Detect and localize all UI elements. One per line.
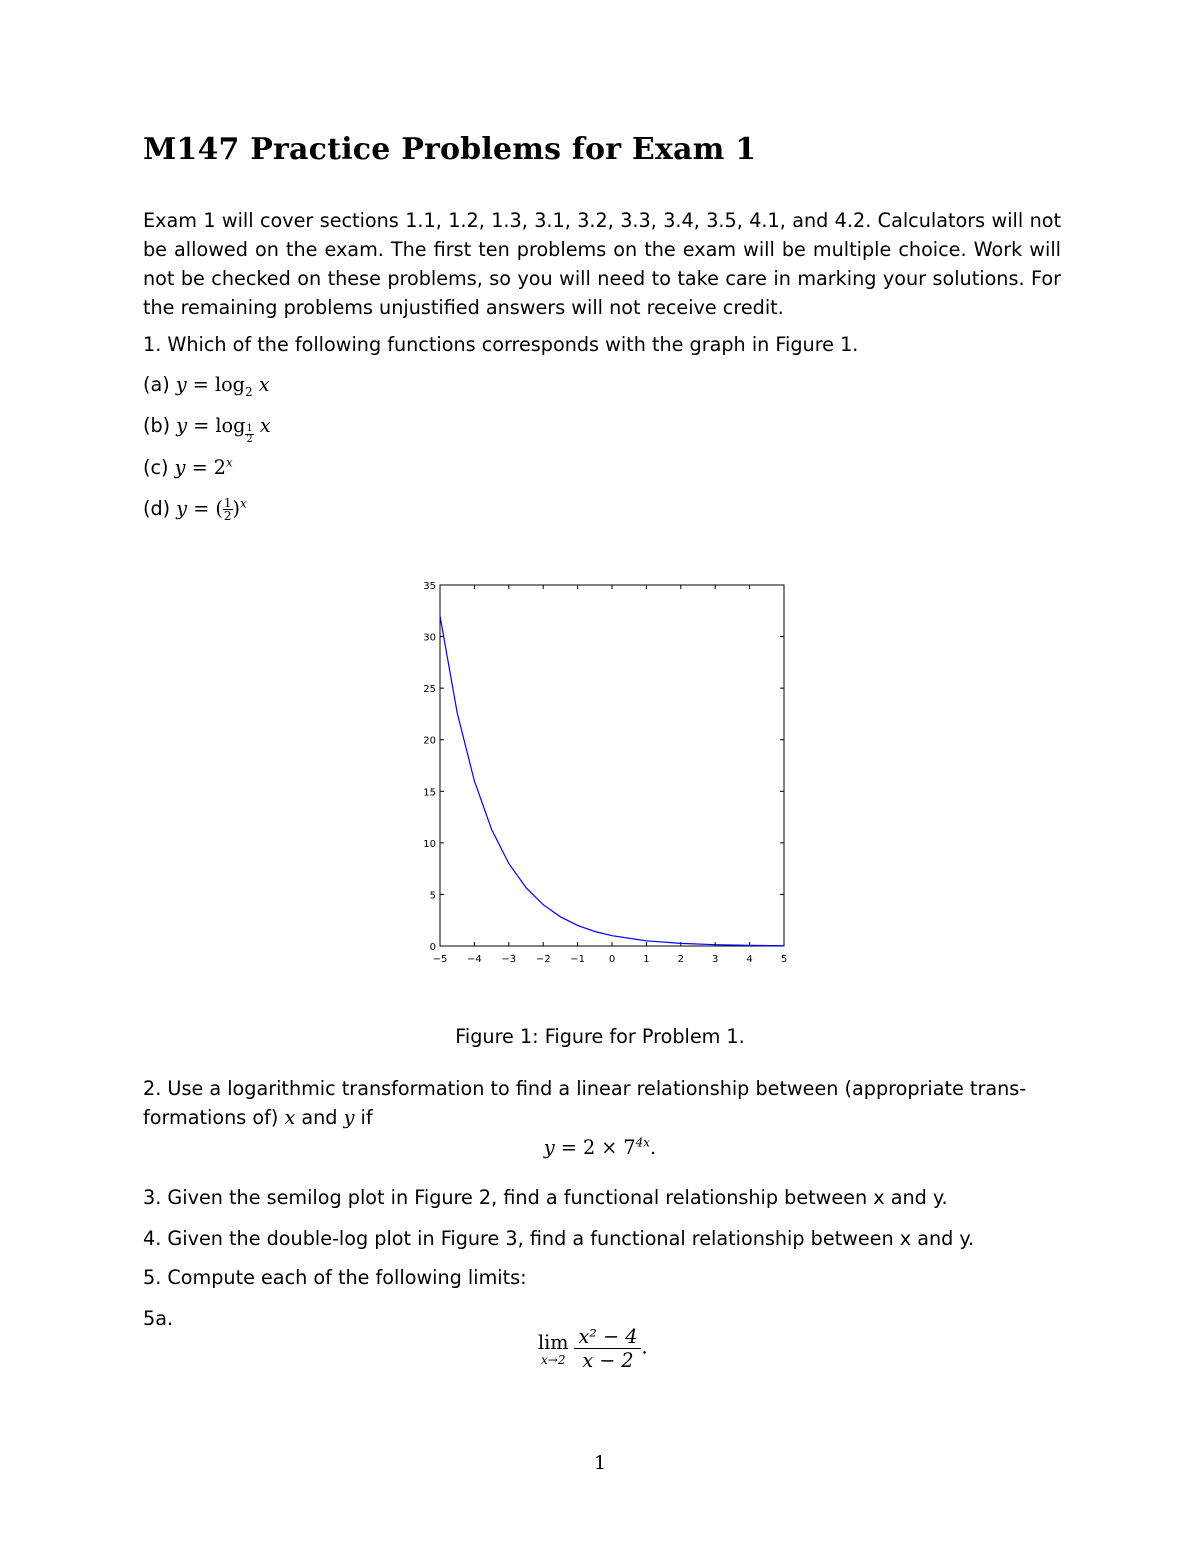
page-number: 1	[593, 1452, 607, 1474]
problem-2-text-line1: 2. Use a logarithmic transformation to find a linear relationship between (appropriate trans-	[143, 1077, 1027, 1100]
page-title: M147 Practice Problems for Exam 1	[143, 132, 757, 167]
problem-1-text: 1. Which of the following functions corresponds with the graph in Figure 1.	[143, 333, 859, 356]
y-tick-label: 15	[423, 787, 436, 799]
x-tick-label: −5	[432, 954, 448, 965]
problem-3-text: 3. Given the semilog plot in Figure 2, find a functional relationship between x and y.	[143, 1186, 948, 1209]
plot-frame	[440, 585, 784, 946]
problem-5-text: 5. Compute each of the following limits:	[143, 1266, 527, 1289]
problem-5a-label: 5a.	[143, 1307, 174, 1330]
option-a: (a) $y = \log_2 x$	[143, 373, 270, 399]
x-tick-label: −3	[501, 954, 517, 965]
y-tick-label: 5	[429, 890, 436, 902]
y-tick-label: 0	[429, 942, 436, 953]
x-tick-label: 4	[746, 954, 753, 965]
x-tick-label: −2	[535, 954, 551, 965]
x-tick-label: 2	[677, 954, 684, 965]
x-tick-label: −1	[570, 954, 585, 965]
x-tick-label: 5	[780, 954, 788, 965]
y-tick-label: 30	[423, 632, 436, 644]
y-tick-label: 35	[423, 581, 436, 592]
problem-2-text-line2: formations of) x and y if	[143, 1106, 373, 1129]
y-tick-label: 10	[423, 838, 436, 850]
option-b: (b) y = log $\frac{1}{2}$ x	[143, 414, 271, 445]
problem-5a-limit: lim x→2 $\frac{\text{x² − 4}}{x - 2}$ .	[538, 1325, 648, 1372]
x-tick-label: 1	[643, 954, 650, 965]
problem-2-equation: $y = 2 \times 7^{4x}$.	[543, 1135, 657, 1159]
x-tick-label: 0	[608, 954, 616, 965]
y-tick-label: 20	[423, 735, 436, 747]
series-line	[440, 616, 784, 946]
x-tick-label: −4	[467, 954, 482, 965]
y-tick-label: 25	[423, 684, 436, 696]
figure-1-caption: Figure 1: Figure for Problem 1.	[455, 1025, 745, 1048]
option-c: (c) $y = 2^x$	[143, 455, 233, 479]
problem-4-text: 4. Given the double-log plot in Figure 3, find a functional relationship between x and y.	[143, 1227, 975, 1250]
intro-paragraph: Exam 1 will cover sections 1.1, 1.2, 1.3, 3.1, 3.2, 3.3, 3.4, 3.5, 4.1, and 4.2. Calculators will not be allowed on the exam. The first ten problems on the exam will be multiple choice. Work will not be checked on these problems, so you will need to take care in marking your solutions. For the remaining problems unjustified answers will not receive credit.	[143, 209, 1061, 319]
x-tick-label: 3	[712, 954, 719, 965]
option-d: (d) y = ( $\frac{1}{2}$ )$^x$	[143, 496, 247, 523]
